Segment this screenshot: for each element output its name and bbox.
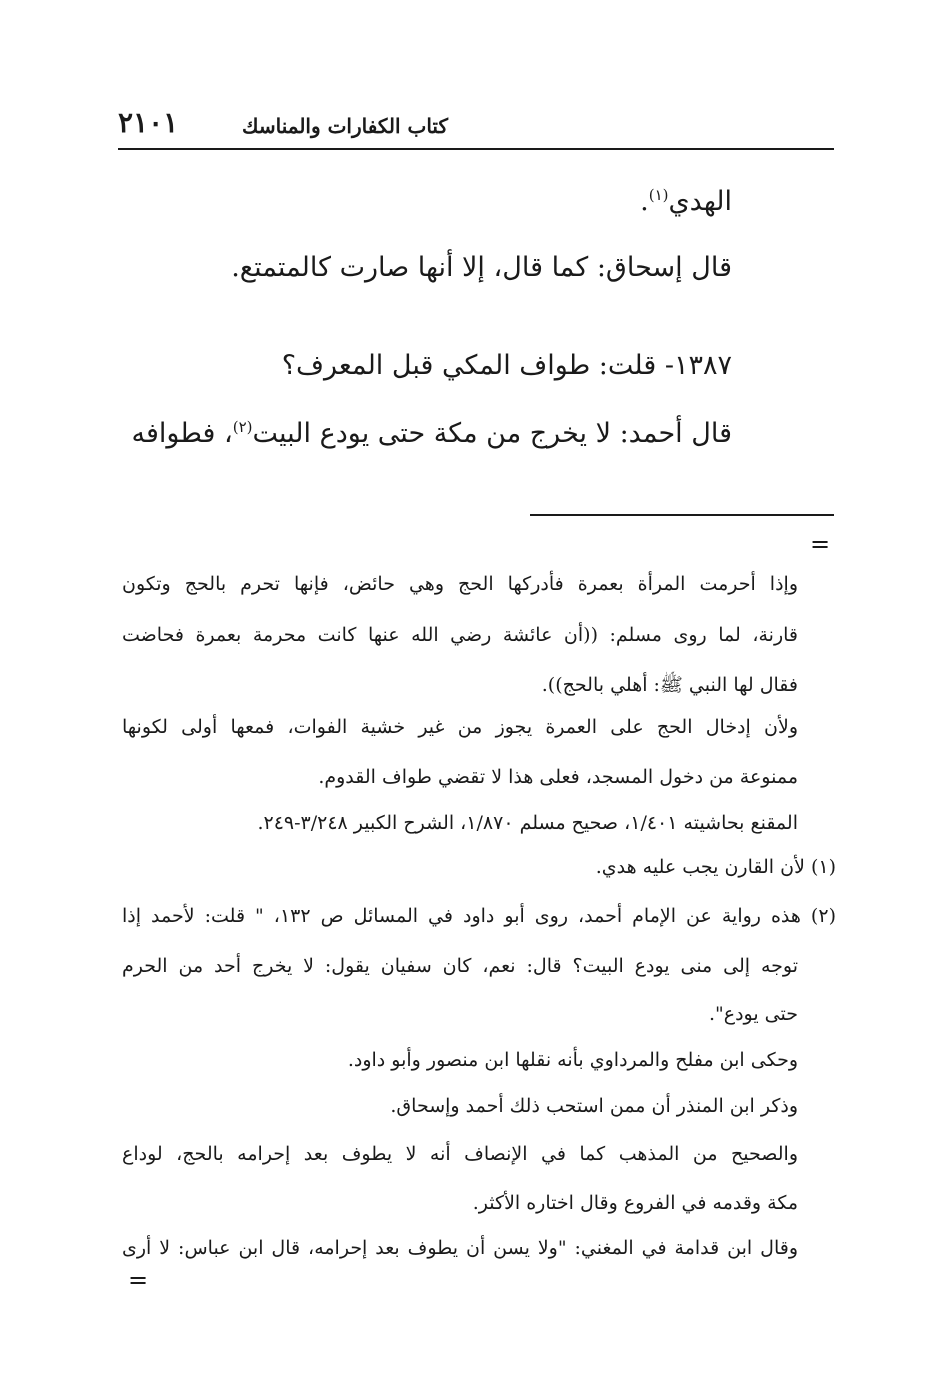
footnote-line: وحكى ابن مفلح والمرداوي بأنه نقلها ابن منصور وأبو داود. [347,1049,798,1071]
footnote-line: توجه إلى منى يودع البيت؟ قال: نعم، كان سفيان يقول: لا يخرج أحد من الحرم [122,955,798,977]
footnote-line: وقال ابن قدامة في المغني: "ولا يسن أن يطوف بعد إحرامه، قال ابن عباس: لا أرى [122,1237,798,1259]
main-text-line: قال أحمد: لا يخرج من مكة حتى يودع البيت$^{(٢)}$، فطوافه [131,418,732,449]
main-text-line: الهدي$^{(١)}$. [640,186,732,217]
footnote-line: فقال لها النبي ﷺ: أهلي بالحج)). [541,674,798,696]
footnote-line: وإذا أحرمت المرأة بعمرة فأدركها الحج وهي حائض، فإنها تحرم بالحج وتكون [122,573,798,595]
footnote-ref[interactable]: (٢) [232,418,253,436]
footnote-line: والصحيح من المذهب كما في الإنصاف أنه لا يطوف بعد إحرامه بالحج، لوداع [122,1143,798,1165]
footnote-line: المقنع بحاشيته ١/٤٠١، صحيح مسلم ١/٨٧٠، الشرح الكبير ٣/٢٤٨-٢٤٩. [257,812,798,834]
footnote-line: مكة وقدمه في الفروع وقال اختاره الأكثر. [472,1192,798,1214]
footnote-separator [530,514,834,516]
continuation-mark: = [128,1266,149,1294]
footnote-line: وذكر ابن المنذر أن ممن استحب ذلك أحمد وإسحاق. [390,1095,798,1117]
question-heading: ١٣٨٧- قلت: طواف المكي قبل المعرف؟ [281,350,732,381]
footnote-line: ولأن إدخال الحج على العمرة يجوز من غير خشية الفوات، فمعها أولى لكونها [122,716,798,738]
main-text-line: قال إسحاق: كما قال، إلا أنها صارت كالمتمتع. [231,252,732,283]
footnote-line: حتى يودع". [708,1003,798,1025]
footnote-ref[interactable]: (١) [648,186,669,204]
footnote-item-1: (١) لأن القارن يجب عليه هدي. [595,856,836,878]
page-header [118,104,834,150]
footnote-item-2: (٢) هذه رواية عن الإمام أحمد، روى أبو داود في المسائل ص ١٣٢، " قلت: لأحمد إذا [122,905,836,927]
page-number: ٢١٠١ [118,106,179,139]
footnote-line: قارنة، لما روى مسلم: ((أن عائشة رضي الله عنها كانت محرمة بعمرة فحاضت [122,624,798,646]
footnote-line: ممنوعة من دخول المسجد، فعلى هذا لا تقضي طواف القدوم. [318,766,798,788]
running-title: كتاب الكفارات والمناسك [242,114,448,138]
continuation-mark: = [810,530,831,558]
